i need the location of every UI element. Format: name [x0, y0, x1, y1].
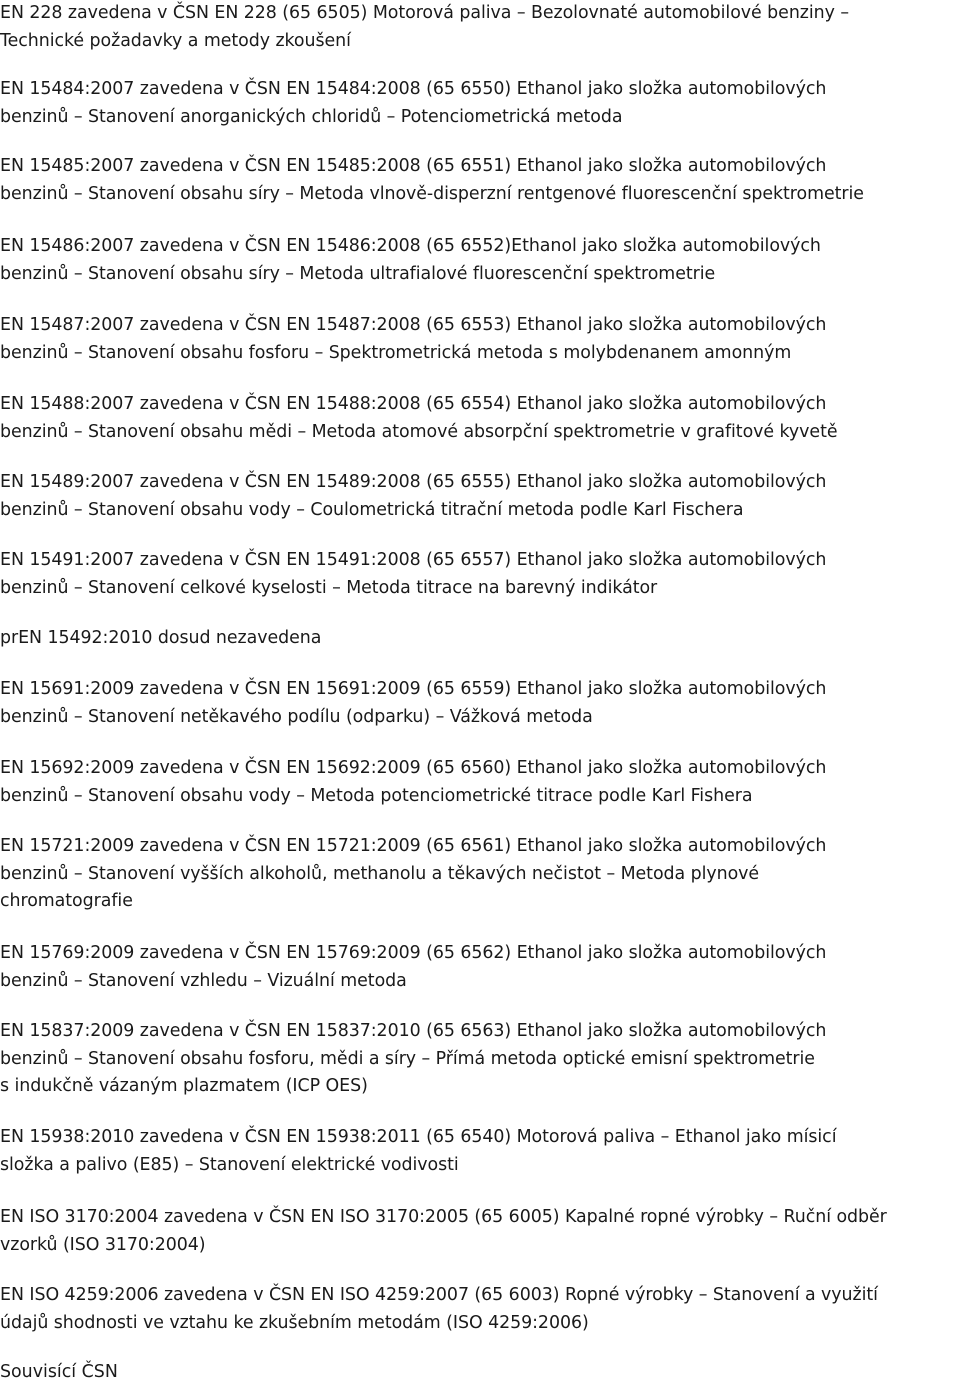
entry-line: EN 15487:2007 zavedena v ČSN EN 15487:2008 (65 6553) Ethanol jako složka automobilových: [0, 315, 827, 335]
entry-line: benzinů – Stanovení obsahu síry – Metoda ultrafialové fluorescenční spektrometrie: [0, 263, 716, 284]
entry-line: chromatografie: [0, 891, 133, 911]
entry-line: EN 228 zavedena v ČSN EN 228 (65 6505) Motorová paliva – Bezolovnaté automobilové benziny –: [0, 3, 849, 23]
entry-line: EN 15837:2009 zavedena v ČSN EN 15837:2010 (65 6563) Ethanol jako složka automobilových: [0, 1021, 827, 1041]
standard-entry: [0, 625, 960, 653]
entry-line: EN 15484:2007 zavedena v ČSN EN 15484:2008 (65 6550) Ethanol jako složka automobilových: [0, 79, 827, 99]
entry-line: složka a palivo (E85) – Stanovení elektrické vodivosti: [0, 1154, 459, 1175]
entry-line: vzorků (ISO 3170:2004): [0, 1234, 206, 1255]
entry-line: EN 15938:2010 zavedena v ČSN EN 15938:2011 (65 6540) Motorová paliva – Ethanol jako mísicí: [0, 1127, 837, 1147]
standard-entry: [0, 312, 960, 367]
entry-line: benzinů – Stanovení obsahu mědi – Metoda atomové absorpční spektrometrie v grafitové kyvetě: [0, 421, 838, 442]
section-heading: Souvisící ČSN: [0, 1362, 118, 1382]
standard-entry: [0, 391, 960, 446]
standard-entry: [0, 1018, 960, 1101]
standard-entry: [0, 469, 960, 524]
entry-line: benzinů – Stanovení celkové kyselosti – Metoda titrace na barevný indikátor: [0, 577, 658, 598]
entry-line: EN 15491:2007 zavedena v ČSN EN 15491:2008 (65 6557) Ethanol jako složka automobilových: [0, 550, 827, 570]
entry-line: benzinů – Stanovení vyšších alkoholů, methanolu a těkavých nečistot – Metoda plynové: [0, 863, 760, 884]
entry-line: benzinů – Stanovení obsahu vody – Coulometrická titrační metoda podle Karl Fischera: [0, 499, 744, 520]
entry-line: EN 15769:2009 zavedena v ČSN EN 15769:2009 (65 6562) Ethanol jako složka automobilových: [0, 943, 827, 963]
entry-line: EN 15721:2009 zavedena v ČSN EN 15721:2009 (65 6561) Ethanol jako složka automobilových: [0, 836, 827, 856]
entry-line: benzinů – Stanovení obsahu fosforu – Spektrometrická metoda s molybdenanem amonným: [0, 342, 792, 363]
standard-entry: [0, 1282, 960, 1337]
entry-line: benzinů – Stanovení obsahu fosforu, mědi a síry – Přímá metoda optické emisní spektrometrie: [0, 1048, 815, 1069]
standard-entry: [0, 76, 960, 131]
entry-line: benzinů – Stanovení obsahu vody – Metoda potenciometrické titrace podle Karl Fishera: [0, 785, 753, 806]
entry-line: benzinů – Stanovení obsahu síry – Metoda vlnově-disperzní rentgenové fluorescenční spektrometrie: [0, 183, 864, 204]
standard-entry: [0, 1204, 960, 1259]
standard-entry: [0, 0, 960, 55]
entry-line: EN 15691:2009 zavedena v ČSN EN 15691:2009 (65 6559) Ethanol jako složka automobilových: [0, 679, 827, 699]
standard-entry: [0, 940, 960, 995]
entry-line: EN 15486:2007 zavedena v ČSN EN 15486:2008 (65 6552)Ethanol jako složka automobilových: [0, 236, 821, 256]
standard-entry: [0, 833, 960, 916]
standard-entry: [0, 1124, 960, 1179]
entry-line: benzinů – Stanovení vzhledu – Vizuální metoda: [0, 970, 407, 991]
entry-line: s indukčně vázaným plazmatem (ICP OES): [0, 1076, 368, 1096]
entry-line: údajů shodnosti ve vztahu ke zkušebním metodám (ISO 4259:2006): [0, 1312, 589, 1333]
entry-line: EN 15489:2007 zavedena v ČSN EN 15489:2008 (65 6555) Ethanol jako složka automobilových: [0, 472, 827, 492]
standard-entry: [0, 547, 960, 602]
standard-entry: [0, 153, 960, 208]
standard-entry: [0, 676, 960, 731]
entry-line: EN 15488:2007 zavedena v ČSN EN 15488:2008 (65 6554) Ethanol jako složka automobilových: [0, 394, 827, 414]
entry-line: Technické požadavky a metody zkoušení: [0, 30, 351, 51]
standard-entry: [0, 755, 960, 810]
entry-line: EN 15485:2007 zavedena v ČSN EN 15485:2008 (65 6551) Ethanol jako složka automobilových: [0, 156, 827, 176]
standard-entry: [0, 233, 960, 288]
entry-line: prEN 15492:2010 dosud nezavedena: [0, 628, 322, 648]
entry-line: EN 15692:2009 zavedena v ČSN EN 15692:2009 (65 6560) Ethanol jako složka automobilových: [0, 758, 827, 778]
entry-line: benzinů – Stanovení anorganických chloridů – Potenciometrická metoda: [0, 106, 623, 127]
entry-line: benzinů – Stanovení netěkavého podílu (odparku) – Vážková metoda: [0, 706, 593, 727]
entry-line: EN ISO 4259:2006 zavedena v ČSN EN ISO 4259:2007 (65 6003) Ropné výrobky – Stanovení a využití: [0, 1285, 878, 1305]
entry-line: EN ISO 3170:2004 zavedena v ČSN EN ISO 3170:2005 (65 6005) Kapalné ropné výrobky – Ruční odběr: [0, 1207, 887, 1227]
